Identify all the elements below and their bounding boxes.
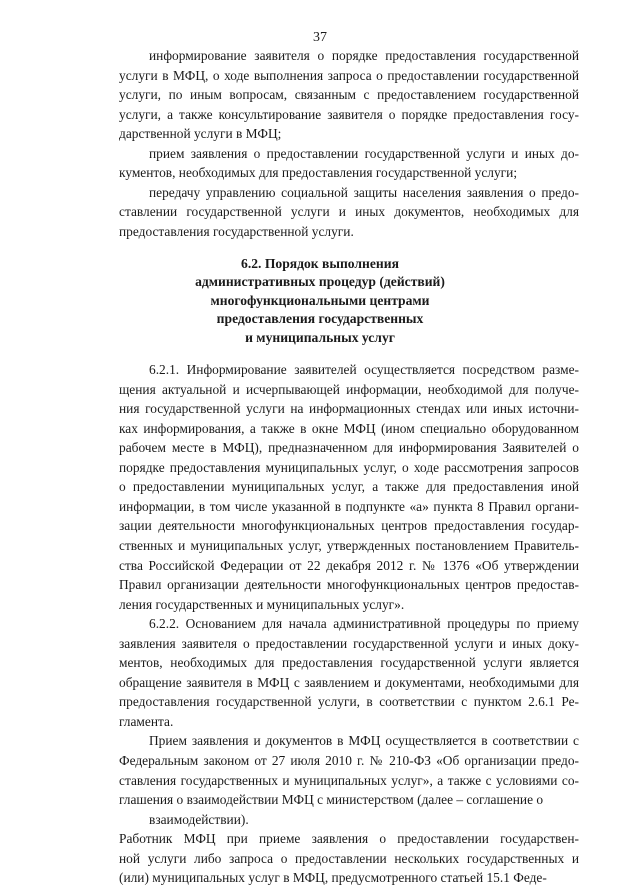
text-line: Правил организации деятельности многофункциональных центров предостав- [119, 577, 579, 592]
section-heading-line: многофункциональными центрами [210, 292, 430, 308]
text-line: ления государственных и муниципальных услуг». [119, 596, 405, 612]
text-line: информации, в том числе указанной в подпункте «а» пункта 8 Правил органи- [119, 498, 579, 514]
text-line: зации деятельности многофункциональных центров предоставления государ- [119, 518, 579, 534]
text-line: (или) муниципальных услуг в МФЦ, предусмотренного статьей 15.1 Феде- [119, 870, 547, 886]
section-heading-line: административных процедур (действий) [195, 274, 445, 289]
text-line: услуги, по иным вопросам, связанным с предоставлением государственной [119, 87, 579, 103]
text-line: 6.2.2. Основанием для начала административной процедуры по приему [149, 616, 579, 632]
text-line: Прием заявления и документов в МФЦ осуществляется в соответствии с [149, 733, 579, 749]
text-line: о предоставлении муниципальных услуг, а также для предоставления иной [119, 479, 579, 495]
text-line: ния государственной услуги на информационных стендах или иных источни- [119, 401, 579, 417]
text-line: предоставления государственной услуги. [119, 224, 354, 239]
text-line: взаимодействии). [149, 811, 249, 827]
text-line: информирование заявителя о порядке предоставления государственной [149, 48, 579, 63]
section-heading-line: и муниципальных услуг [245, 329, 395, 345]
text-line: кументов, необходимых для предоставления государственной услуги; [119, 165, 518, 181]
text-line: ной услуги либо запроса о предоставлении нескольких государственных и [119, 850, 579, 866]
text-line: глашения о взаимодействии МФЦ с министерством (далее – соглашение о [119, 792, 544, 808]
text-line: передачу управлению социальной защиты населения заявления о предо- [149, 184, 579, 200]
section-heading-line: предоставления государственных [216, 311, 424, 326]
page-number: 37 [313, 30, 327, 45]
text-line: дарственной услуги в МФЦ; [119, 126, 282, 142]
text-line: гламента. [119, 713, 174, 729]
text-line: 6.2.1. Информирование заявителей осуществляется посредством разме- [149, 362, 579, 377]
text-line: ках информирования, а также в окне МФЦ (ином специально оборудованном [119, 420, 579, 436]
text-line: ства Российской Федерации от 22 декабря 2012 г. № 1376 «Об утверждении [119, 557, 579, 573]
text-line: порядке предоставления муниципальных услуг, о ходе рассмотрения запросов [119, 459, 579, 475]
text-line: ставлении государственной услуги и иных документов, необходимых для [119, 204, 579, 220]
text-line: рабочем месте в МФЦ), предназначенном для информирования Заявителей о [119, 440, 579, 456]
text-line: предоставления государственной услуги, в соответствии с пунктом 2.6.1 Ре- [119, 694, 579, 710]
text-line: ментов, необходимых для предоставления государственной услуги является [119, 655, 579, 671]
text-line: ставления государственных и муниципальных услуг», а также с условиями со- [119, 772, 579, 788]
text-line: услуги, а также консультирование заявителя о порядке предоставления госу- [119, 106, 579, 122]
text-line: ственных и муниципальных услуг, утвержденных постановлением Правитель- [119, 538, 579, 553]
text-line: Работник МФЦ при приеме заявления о предоставлении государствен- [119, 831, 579, 847]
text-line: услуги в МФЦ, о ходе выполнения запроса о предоставлении государственной [119, 67, 579, 83]
section-heading-line: 6.2. Порядок выполнения [241, 255, 399, 271]
text-line: заявления заявителя о предоставлении государственной услуги и иных доку- [119, 635, 579, 651]
text-line: Федеральным законом от 27 июля 2010 г. № 210-ФЗ «Об организации предо- [119, 753, 579, 768]
text-line: прием заявления о предоставлении государственной услуги и иных до- [149, 145, 579, 161]
text-line: обращение заявителя в МФЦ с заявлением и документами, необходимыми для [119, 674, 579, 690]
text-line: щения актуальной и исчерпывающей информации, необходимой для получе- [119, 381, 579, 397]
